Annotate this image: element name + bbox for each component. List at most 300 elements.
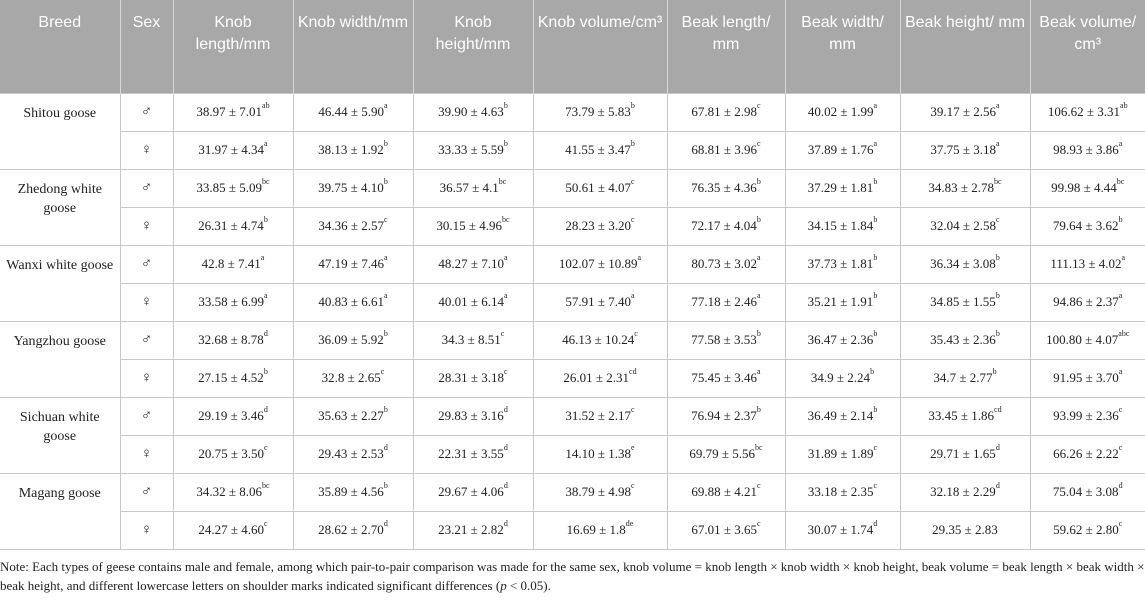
- header-beak-width: Beak width/ mm: [785, 0, 900, 93]
- measurement-value: 98.93 ± 3.86: [1053, 142, 1119, 157]
- significance-letters: b: [873, 215, 878, 224]
- significance-letters: d: [383, 443, 388, 452]
- measurement-cell: [173, 397, 293, 435]
- measurement-value: 67.81 ± 2.98: [691, 104, 758, 119]
- significance-letters: c: [631, 177, 635, 186]
- significance-letters: d: [503, 443, 508, 452]
- header-row: [0, 0, 1145, 93]
- measurement-cell: [413, 321, 533, 359]
- measurement-value: 59.62 ± 2.80: [1053, 522, 1119, 537]
- measurement-value: 67.01 ± 3.65: [691, 522, 758, 537]
- breed-name: Sichuan white goose: [0, 397, 120, 473]
- significance-letters: d: [383, 519, 388, 528]
- measurement-value: 35.21 ± 1.91: [807, 294, 874, 309]
- measurement-value: 40.01 ± 6.14: [438, 294, 505, 309]
- measurement-value: 30.15 ± 4.96: [436, 218, 503, 233]
- significance-letters: b: [383, 329, 388, 338]
- significance-letters: b: [870, 367, 875, 376]
- measurement-value: 47.19 ± 7.46: [318, 256, 385, 271]
- measurement-cell: [1030, 93, 1145, 131]
- measurement-value: 40.83 ± 6.61: [318, 294, 385, 309]
- significance-letters: d: [873, 519, 878, 528]
- significance-letters: abc: [1118, 329, 1130, 338]
- significance-letters: a: [1118, 291, 1123, 300]
- significance-letters: d: [1118, 481, 1123, 490]
- header-beak-volume: Beak volume/ cm³: [1030, 0, 1145, 93]
- significance-letters: b: [630, 139, 635, 148]
- table-row: [0, 245, 1145, 283]
- measurement-value: 20.75 ± 3.50: [198, 446, 265, 461]
- measurement-cell: [1030, 245, 1145, 283]
- header-knob-height: Knob height/mm: [413, 0, 533, 93]
- measurement-cell: [785, 169, 900, 207]
- measurement-value: 37.29 ± 1.81: [807, 180, 874, 195]
- measurement-cell: [533, 131, 667, 169]
- breed-name: Shitou goose: [0, 93, 120, 169]
- significance-letters: de: [625, 519, 634, 528]
- measurement-value: 46.44 ± 5.90: [318, 104, 385, 119]
- measurement-value: 66.26 ± 2.22: [1053, 446, 1119, 461]
- measurement-value: 23.21 ± 2.82: [438, 522, 504, 537]
- measurement-value: 26.31 ± 4.74: [198, 218, 264, 233]
- measurement-value: 14.10 ± 1.38: [565, 446, 632, 461]
- significance-letters: c: [757, 139, 761, 148]
- measurement-cell: [667, 169, 785, 207]
- measurement-value: 33.33 ± 5.59: [438, 142, 504, 157]
- measurement-cell: [667, 321, 785, 359]
- significance-letters: b: [383, 481, 388, 490]
- measurement-value: 99.98 ± 4.44: [1051, 180, 1117, 195]
- measurement-cell: [1030, 511, 1145, 549]
- measurement-value: 33.45 ± 1.86: [928, 408, 995, 423]
- measurement-cell: [1030, 321, 1145, 359]
- measurement-cell: [785, 435, 900, 473]
- measurement-cell: [413, 131, 533, 169]
- measurement-value: 32.18 ± 2.29: [930, 484, 996, 499]
- significance-letters: bc: [498, 177, 507, 186]
- measurement-value: 28.62 ± 2.70: [318, 522, 384, 537]
- measurement-cell: [413, 397, 533, 435]
- sex-symbol: ♀: [120, 283, 173, 321]
- significance-letters: b: [995, 329, 1000, 338]
- measurement-cell: [1030, 169, 1145, 207]
- significance-letters: b: [992, 367, 997, 376]
- sex-symbol: ♀: [120, 207, 173, 245]
- measurement-cell: [900, 511, 1030, 549]
- measurement-value: 93.99 ± 2.36: [1053, 408, 1119, 423]
- measurement-cell: [293, 359, 413, 397]
- measurement-value: 91.95 ± 3.70: [1053, 370, 1119, 385]
- measurement-cell: [1030, 359, 1145, 397]
- measurement-value: 34.85 ± 1.55: [930, 294, 996, 309]
- measurement-value: 28.31 ± 3.18: [438, 370, 505, 385]
- measurement-cell: [173, 435, 293, 473]
- measurement-cell: [533, 321, 667, 359]
- significance-letters: c: [631, 405, 635, 414]
- measurement-cell: [900, 321, 1030, 359]
- measurement-value: 36.09 ± 5.92: [318, 332, 384, 347]
- measurement-value: 75.45 ± 3.46: [691, 370, 758, 385]
- measurement-cell: [1030, 473, 1145, 511]
- measurement-cell: [667, 207, 785, 245]
- measurement-cell: [900, 359, 1030, 397]
- measurement-value: 34.15 ± 1.84: [807, 218, 874, 233]
- measurement-value: 36.34 ± 3.08: [930, 256, 996, 271]
- significance-letters: b: [503, 139, 508, 148]
- measurement-value: 27.15 ± 4.52: [198, 370, 264, 385]
- measurement-value: 22.31 ± 3.55: [438, 446, 504, 461]
- significance-letters: a: [631, 291, 635, 300]
- significance-letters: a: [264, 139, 268, 148]
- sex-symbol: ♀: [120, 359, 173, 397]
- header-knob-width: Knob width/mm: [293, 0, 413, 93]
- measurement-cell: [413, 283, 533, 321]
- significance-letters: b: [383, 177, 388, 186]
- measurement-cell: [413, 511, 533, 549]
- measurement-cell: [173, 131, 293, 169]
- measurement-cell: [413, 169, 533, 207]
- sex-symbol: ♂: [120, 397, 173, 435]
- significance-letters: c: [380, 367, 385, 376]
- significance-letters: b: [873, 177, 878, 186]
- measurement-value: 31.89 ± 1.89: [807, 446, 874, 461]
- significance-letters: d: [503, 405, 508, 414]
- measurement-cell: [533, 169, 667, 207]
- significance-letters: b: [263, 367, 268, 376]
- measurement-value: 100.80 ± 4.07: [1046, 332, 1119, 347]
- measurement-value: 30.07 ± 1.74: [807, 522, 874, 537]
- measurement-cell: [293, 93, 413, 131]
- significance-letters: d: [503, 519, 508, 528]
- significance-letters: bc: [1116, 177, 1125, 186]
- measurement-value: 29.83 ± 3.16: [438, 408, 504, 423]
- table-row: [0, 435, 1145, 473]
- measurement-value: 31.97 ± 4.34: [198, 142, 265, 157]
- significance-letters: a: [996, 101, 1000, 110]
- measurement-cell: [667, 511, 785, 549]
- measurement-value: 39.75 ± 4.10: [318, 180, 384, 195]
- breed-name: Yangzhou goose: [0, 321, 120, 397]
- significance-letters: b: [873, 253, 878, 262]
- header-knob-length: Knob length/mm: [173, 0, 293, 93]
- measurement-value: 35.43 ± 2.36: [930, 332, 996, 347]
- measurement-value: 72.17 ± 4.04: [691, 218, 757, 233]
- measurement-value: 37.75 ± 3.18: [930, 142, 997, 157]
- measurement-value: 34.32 ± 8.06: [196, 484, 263, 499]
- significance-letters: c: [631, 215, 635, 224]
- measurement-cell: [667, 359, 785, 397]
- measurement-cell: [413, 359, 533, 397]
- header-breed: Breed: [0, 0, 120, 93]
- header-sex: Sex: [120, 0, 173, 93]
- measurement-value: 35.63 ± 2.27: [318, 408, 384, 423]
- measurement-value: 33.85 ± 5.09: [196, 180, 263, 195]
- significance-letters: c: [873, 443, 878, 452]
- table-row: [0, 207, 1145, 245]
- measurement-cell: [785, 207, 900, 245]
- table-note: Note: Each types of geese contains male and female, among which pair-to-pair comparison was made for the same sex, knob volume = knob length × knob width × knob height, beak volume = beak length × beak width × beak height, and different lowercase letters on shoulder marks indicated significant differences (p < 0.05).: [0, 558, 1145, 593]
- measurement-cell: [173, 321, 293, 359]
- significance-letters: cd: [994, 405, 1002, 414]
- measurement-value: 33.18 ± 2.35: [807, 484, 874, 499]
- header-beak-length: Beak length/ mm: [667, 0, 785, 93]
- sex-symbol: ♂: [120, 169, 173, 207]
- measurement-value: 76.94 ± 2.37: [691, 408, 757, 423]
- measurement-cell: [413, 245, 533, 283]
- measurement-cell: [293, 131, 413, 169]
- measurement-cell: [900, 169, 1030, 207]
- table-row: [0, 473, 1145, 511]
- measurement-cell: [667, 435, 785, 473]
- significance-letters: a: [873, 139, 878, 148]
- significance-letters: b: [383, 405, 388, 414]
- measurement-cell: [667, 473, 785, 511]
- measurement-cell: [785, 397, 900, 435]
- significance-letters: c: [1118, 405, 1123, 414]
- measurement-value: 16.69 ± 1.8: [566, 522, 626, 537]
- significance-letters: b: [1118, 215, 1123, 224]
- significance-letters: d: [263, 329, 268, 338]
- measurement-value: 29.35 ± 2.83: [932, 522, 998, 537]
- measurement-value: 34.36 ± 2.57: [318, 218, 385, 233]
- measurement-cell: [293, 245, 413, 283]
- measurement-value: 32.68 ± 8.78: [198, 332, 264, 347]
- measurement-cell: [293, 435, 413, 473]
- measurement-value: 29.71 ± 1.65: [930, 446, 996, 461]
- measurement-cell: [900, 283, 1030, 321]
- significance-letters: b: [383, 139, 388, 148]
- measurement-cell: [173, 245, 293, 283]
- breed-name: Wanxi white goose: [0, 245, 120, 321]
- sex-symbol: ♀: [120, 131, 173, 169]
- significance-letters: a: [384, 253, 388, 262]
- measurement-cell: [900, 93, 1030, 131]
- measurement-value: 37.89 ± 1.76: [807, 142, 874, 157]
- sex-symbol: ♂: [120, 473, 173, 511]
- measurement-cell: [667, 131, 785, 169]
- significance-letters: a: [873, 101, 878, 110]
- table-row: [0, 511, 1145, 549]
- measurement-cell: [533, 473, 667, 511]
- significance-letters: e: [631, 443, 635, 452]
- significance-letters: c: [384, 215, 388, 224]
- measurement-value: 35.89 ± 4.56: [318, 484, 384, 499]
- significance-letters: c: [757, 101, 761, 110]
- significance-letters: c: [996, 215, 1000, 224]
- measurement-cell: [293, 397, 413, 435]
- significance-letters: bc: [262, 481, 270, 490]
- measurement-value: 34.9 ± 2.24: [810, 370, 871, 385]
- measurement-value: 77.58 ± 3.53: [691, 332, 757, 347]
- significance-letters: b: [995, 291, 1000, 300]
- measurement-cell: [785, 473, 900, 511]
- sex-symbol: ♂: [120, 321, 173, 359]
- measurement-value: 39.17 ± 2.56: [930, 104, 997, 119]
- significance-letters: ab: [262, 101, 270, 110]
- significance-letters: c: [264, 519, 268, 528]
- measurement-value: 57.91 ± 7.40: [565, 294, 632, 309]
- significance-letters: a: [1118, 139, 1123, 148]
- measurement-cell: [785, 283, 900, 321]
- measurement-value: 39.90 ± 4.63: [438, 104, 504, 119]
- measurement-value: 36.57 ± 4.1: [439, 180, 499, 195]
- measurement-cell: [413, 435, 533, 473]
- significance-letters: c: [873, 481, 878, 490]
- significance-letters: c: [631, 481, 635, 490]
- measurement-value: 32.8 ± 2.65: [321, 370, 381, 385]
- measurement-cell: [533, 359, 667, 397]
- measurement-cell: [293, 207, 413, 245]
- measurement-cell: [173, 473, 293, 511]
- measurement-value: 50.61 ± 4.07: [565, 180, 632, 195]
- significance-letters: cd: [629, 367, 637, 376]
- measurement-cell: [293, 473, 413, 511]
- measurement-value: 28.23 ± 3.20: [565, 218, 632, 233]
- measurement-value: 38.97 ± 7.01: [196, 104, 263, 119]
- measurement-cell: [533, 245, 667, 283]
- significance-letters: b: [756, 329, 761, 338]
- measurement-value: 42.8 ± 7.41: [201, 256, 261, 271]
- measurement-value: 34.7 ± 2.77: [933, 370, 993, 385]
- measurement-value: 38.79 ± 4.98: [565, 484, 632, 499]
- measurement-value: 79.64 ± 3.62: [1052, 218, 1119, 233]
- measurement-cell: [533, 207, 667, 245]
- measurement-value: 80.73 ± 3.02: [691, 256, 758, 271]
- measurement-value: 106.62 ± 3.31: [1047, 104, 1121, 119]
- significance-letters: a: [504, 253, 508, 262]
- significance-letters: c: [1118, 443, 1123, 452]
- measurement-value: 111.13 ± 4.02: [1050, 256, 1122, 271]
- measurement-cell: [173, 511, 293, 549]
- measurement-value: 48.27 ± 7.10: [438, 256, 505, 271]
- significance-letters: a: [996, 139, 1000, 148]
- measurement-value: 38.13 ± 1.92: [318, 142, 384, 157]
- table-row: [0, 169, 1145, 207]
- significance-letters: a: [1121, 253, 1126, 262]
- significance-letters: bc: [755, 443, 763, 452]
- measurement-value: 77.18 ± 2.46: [691, 294, 758, 309]
- significance-letters: d: [995, 443, 1000, 452]
- measurement-cell: [900, 473, 1030, 511]
- measurement-value: 37.73 ± 1.81: [807, 256, 874, 271]
- measurement-value: 102.07 ± 10.89: [558, 256, 638, 271]
- measurement-value: 69.79 ± 5.56: [689, 446, 756, 461]
- measurement-value: 29.19 ± 3.46: [198, 408, 264, 423]
- table-row: [0, 359, 1145, 397]
- significance-letters: a: [757, 253, 761, 262]
- measurement-value: 26.01 ± 2.31: [563, 370, 630, 385]
- measurement-cell: [900, 397, 1030, 435]
- significance-letters: c: [504, 367, 508, 376]
- measurement-value: 24.27 ± 4.60: [198, 522, 265, 537]
- measurement-cell: [785, 321, 900, 359]
- measurement-cell: [413, 93, 533, 131]
- measurement-cell: [533, 511, 667, 549]
- significance-letters: a: [637, 253, 642, 262]
- measurement-cell: [900, 207, 1030, 245]
- measurement-cell: [533, 397, 667, 435]
- measurement-cell: [533, 283, 667, 321]
- table-row: [0, 321, 1145, 359]
- measurement-value: 32.04 ± 2.58: [930, 218, 997, 233]
- breed-name: Magang goose: [0, 473, 120, 549]
- significance-letters: ab: [1120, 101, 1128, 110]
- measurement-cell: [667, 283, 785, 321]
- measurement-cell: [1030, 397, 1145, 435]
- significance-letters: c: [757, 481, 761, 490]
- measurement-value: 94.86 ± 2.37: [1053, 294, 1119, 309]
- measurement-cell: [173, 207, 293, 245]
- measurement-cell: [900, 131, 1030, 169]
- significance-letters: b: [873, 329, 878, 338]
- measurement-value: 76.35 ± 4.36: [691, 180, 757, 195]
- measurement-cell: [173, 169, 293, 207]
- significance-letters: b: [756, 405, 761, 414]
- table-row: [0, 397, 1145, 435]
- measurement-value: 36.47 ± 2.36: [807, 332, 874, 347]
- significance-letters: b: [756, 177, 761, 186]
- significance-letters: c: [500, 329, 505, 338]
- table-row: [0, 283, 1145, 321]
- sex-symbol: ♀: [120, 511, 173, 549]
- measurement-cell: [1030, 283, 1145, 321]
- measurement-value: 33.58 ± 6.99: [198, 294, 265, 309]
- header-knob-volume: Knob volume/cm³: [533, 0, 667, 93]
- significance-letters: b: [873, 405, 878, 414]
- measurement-cell: [293, 283, 413, 321]
- measurement-cell: [413, 207, 533, 245]
- measurement-cell: [900, 435, 1030, 473]
- significance-letters: bc: [502, 215, 510, 224]
- sex-symbol: ♀: [120, 435, 173, 473]
- significance-letters: b: [873, 291, 878, 300]
- measurement-value: 29.43 ± 2.53: [318, 446, 384, 461]
- measurement-cell: [173, 283, 293, 321]
- sex-symbol: ♂: [120, 93, 173, 131]
- measurement-cell: [785, 93, 900, 131]
- measurement-cell: [173, 93, 293, 131]
- significance-letters: c: [634, 329, 638, 338]
- measurement-cell: [785, 131, 900, 169]
- measurement-cell: [667, 397, 785, 435]
- measurement-value: 29.67 ± 4.06: [438, 484, 504, 499]
- measurement-value: 75.04 ± 3.08: [1052, 484, 1119, 499]
- significance-letters: b: [263, 215, 268, 224]
- measurement-cell: [533, 435, 667, 473]
- measurement-value: 34.83 ± 2.78: [928, 180, 995, 195]
- measurement-value: 46.13 ± 10.24: [562, 332, 635, 347]
- measurement-value: 31.52 ± 2.17: [565, 408, 632, 423]
- measurement-value: 73.79 ± 5.83: [565, 104, 631, 119]
- significance-letters: bc: [994, 177, 1002, 186]
- significance-letters: bc: [262, 177, 270, 186]
- significance-letters: c: [264, 443, 268, 452]
- sex-symbol: ♂: [120, 245, 173, 283]
- measurement-cell: [667, 93, 785, 131]
- measurement-cell: [173, 359, 293, 397]
- significance-letters: a: [384, 101, 388, 110]
- significance-letters: a: [264, 291, 268, 300]
- measurement-value: 36.49 ± 2.14: [807, 408, 874, 423]
- significance-letters: a: [504, 291, 508, 300]
- significance-letters: d: [995, 481, 1000, 490]
- significance-letters: a: [757, 291, 761, 300]
- measurement-value: 69.88 ± 4.21: [691, 484, 758, 499]
- measurement-value: 40.02 ± 1.99: [807, 104, 874, 119]
- measurement-cell: [785, 359, 900, 397]
- significance-letters: c: [757, 519, 761, 528]
- measurement-cell: [900, 245, 1030, 283]
